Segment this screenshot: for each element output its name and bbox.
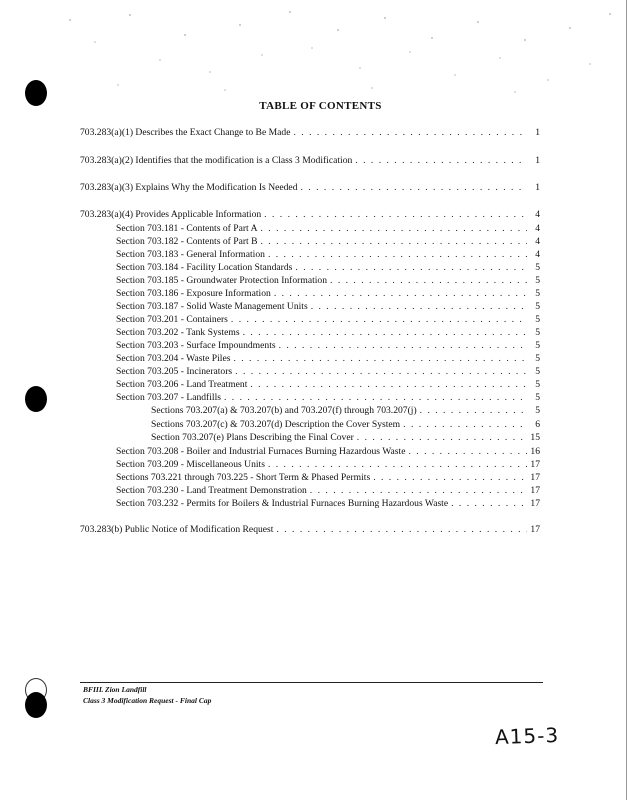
toc-entry-label: Section 703.203 - Surface Impoundments <box>116 340 276 351</box>
toc-entry-page: 1 <box>535 182 540 193</box>
punch-hole-bottom <box>25 692 47 718</box>
toc-entry <box>80 209 540 221</box>
toc-entry-page: 5 <box>535 288 540 299</box>
toc-entry-label: Section 703.204 - Waste Piles <box>116 353 231 364</box>
toc-entry <box>116 498 540 510</box>
toc-dot-leader <box>403 419 527 431</box>
toc-dot-leader <box>301 182 528 194</box>
toc-dot-leader <box>311 301 527 313</box>
toc-dot-leader <box>261 236 528 248</box>
toc-dot-leader <box>261 223 528 235</box>
toc-title: TABLE OF CONTENTS <box>259 100 382 112</box>
toc-entry-label: Section 703.207 - Landfills <box>116 392 221 403</box>
toc-entry-label: Section 703.232 - Permits for Boilers & Industrial Furnaces Burning Hazardous Waste <box>116 498 449 509</box>
toc-entry-page: 1 <box>535 155 540 166</box>
toc-entry <box>151 419 540 431</box>
toc-dot-leader <box>268 459 527 471</box>
toc-entry-page: 17 <box>530 459 540 470</box>
toc-entry <box>116 314 540 326</box>
toc-entry-label: Section 703.230 - Land Treatment Demonstration <box>116 485 307 496</box>
toc-entry <box>116 459 540 471</box>
toc-entry-label: 703.283(b) Public Notice of Modification Request <box>80 524 274 535</box>
toc-entry <box>80 524 540 536</box>
toc-dot-leader <box>233 353 527 365</box>
toc-entry <box>116 353 540 365</box>
toc-entry-label: Section 703.209 - Miscellaneous Units <box>116 459 265 470</box>
toc-entry-label: 703.283(a)(3) Explains Why the Modification Is Needed <box>80 182 298 193</box>
toc-entry-page: 5 <box>535 366 540 377</box>
toc-entry <box>116 262 540 274</box>
toc-entry-page: 4 <box>535 249 540 260</box>
footer-facility: BFIIL Zion Landfill <box>83 685 147 694</box>
toc-entry-label: 703.283(a)(4) Provides Applicable Information <box>80 209 262 220</box>
toc-entry-page: 1 <box>535 127 540 138</box>
toc-entry <box>116 236 540 248</box>
toc-dot-leader <box>276 524 527 536</box>
toc-dot-leader <box>279 340 527 352</box>
toc-dot-leader <box>373 472 527 484</box>
toc-entry-label: Section 703.205 - Incinerators <box>116 366 233 377</box>
handwritten-page-mark: A15-3 <box>494 722 560 750</box>
toc-dot-leader <box>355 155 527 167</box>
toc-dot-leader <box>408 446 527 458</box>
toc-entry <box>116 472 540 484</box>
toc-entry <box>116 249 540 261</box>
toc-entry <box>116 340 540 352</box>
toc-entry <box>116 446 540 458</box>
toc-entry-label: Section 703.201 - Containers <box>116 314 228 325</box>
scan-speckle <box>0 0 641 100</box>
toc-entry-label: Section 703.187 - Solid Waste Management Units <box>116 301 308 312</box>
toc-dot-leader <box>250 379 527 391</box>
toc-entry <box>151 432 540 444</box>
toc-entry-page: 5 <box>535 353 540 364</box>
toc-dot-leader <box>231 314 527 326</box>
toc-entry-page: 5 <box>535 405 540 416</box>
toc-entry <box>151 405 540 417</box>
toc-entry-page: 15 <box>530 432 540 443</box>
toc-entry-page: 17 <box>530 485 540 496</box>
toc-dot-leader <box>243 327 527 339</box>
toc-entry-label: 703.283(a)(2) Identifies that the modification is a Class 3 Modification <box>80 155 353 166</box>
toc-entry-label: Section 703.208 - Boiler and Industrial Furnaces Burning Hazardous Waste <box>116 446 406 457</box>
toc-entry-page: 5 <box>535 275 540 286</box>
toc-dot-leader <box>264 209 527 221</box>
toc-entry-label: Section 703.186 - Exposure Information <box>116 288 271 299</box>
toc-entry <box>116 275 540 287</box>
toc-entry-page: 5 <box>535 379 540 390</box>
toc-dot-leader <box>235 366 527 378</box>
toc-dot-leader <box>293 127 527 139</box>
toc-entry-label: Sections 703.207(a) & 703.207(b) and 703.207(f) through 703.207(j) <box>151 405 417 416</box>
toc-entry-page: 5 <box>535 314 540 325</box>
toc-entry-page: 5 <box>535 301 540 312</box>
toc-entry <box>116 485 540 497</box>
toc-entry-page: 5 <box>535 262 540 273</box>
toc-entry-label: Section 703.181 - Contents of Part A <box>116 223 258 234</box>
toc-entry-label: Section 703.183 - General Information <box>116 249 265 260</box>
toc-entry-label: Section 703.206 - Land Treatment <box>116 379 248 390</box>
toc-entry <box>116 301 540 313</box>
toc-dot-leader <box>420 405 527 417</box>
footer-rule <box>80 682 543 683</box>
toc-entry-page: 4 <box>535 236 540 247</box>
toc-entry <box>116 392 540 404</box>
toc-dot-leader <box>224 392 527 404</box>
toc-dot-leader <box>274 288 527 300</box>
toc-dot-leader <box>295 262 527 274</box>
toc-entry-page: 4 <box>535 209 540 220</box>
punch-hole-middle <box>25 386 47 412</box>
toc-dot-leader <box>310 485 527 497</box>
toc-entry-page: 16 <box>530 446 540 457</box>
toc-entry-label: Sections 703.221 through 703.225 - Short Term & Phased Permits <box>116 472 371 483</box>
toc-entry-label: Section 703.185 - Groundwater Protection Information <box>116 275 328 286</box>
toc-entry-label: Sections 703.207(c) & 703.207(d) Description the Cover System <box>151 419 401 430</box>
toc-entry <box>116 223 540 235</box>
toc-entry-page: 5 <box>535 392 540 403</box>
toc-entry <box>116 366 540 378</box>
scan-edge-line <box>626 0 627 800</box>
toc-dot-leader <box>451 498 527 510</box>
toc-entry-label: Section 703.184 - Facility Location Standards <box>116 262 293 273</box>
toc-entry-label: Section 703.182 - Contents of Part B <box>116 236 258 247</box>
toc-entry-page: 6 <box>535 419 540 430</box>
toc-entry-label: Section 703.202 - Tank Systems <box>116 327 240 338</box>
toc-dot-leader <box>268 249 527 261</box>
toc-entry-label: Section 703.207(e) Plans Describing the Final Cover <box>151 432 354 443</box>
toc-entry <box>80 182 540 194</box>
toc-dot-leader <box>330 275 527 287</box>
toc-entry-page: 17 <box>530 472 540 483</box>
toc-entry <box>116 288 540 300</box>
footer-document: Class 3 Modification Request - Final Cap <box>83 696 212 705</box>
toc-entry-page: 5 <box>535 340 540 351</box>
toc-entry-label: 703.283(a)(1) Describes the Exact Change to Be Made <box>80 127 291 138</box>
toc-entry-page: 17 <box>530 524 540 535</box>
toc-entry-page: 17 <box>530 498 540 509</box>
toc-entry-page: 5 <box>535 327 540 338</box>
toc-entry-page: 4 <box>535 223 540 234</box>
toc-entry <box>80 127 540 139</box>
toc-entry <box>80 155 540 167</box>
toc-entry <box>116 379 540 391</box>
toc-entry <box>116 327 540 339</box>
toc-dot-leader <box>357 432 527 444</box>
